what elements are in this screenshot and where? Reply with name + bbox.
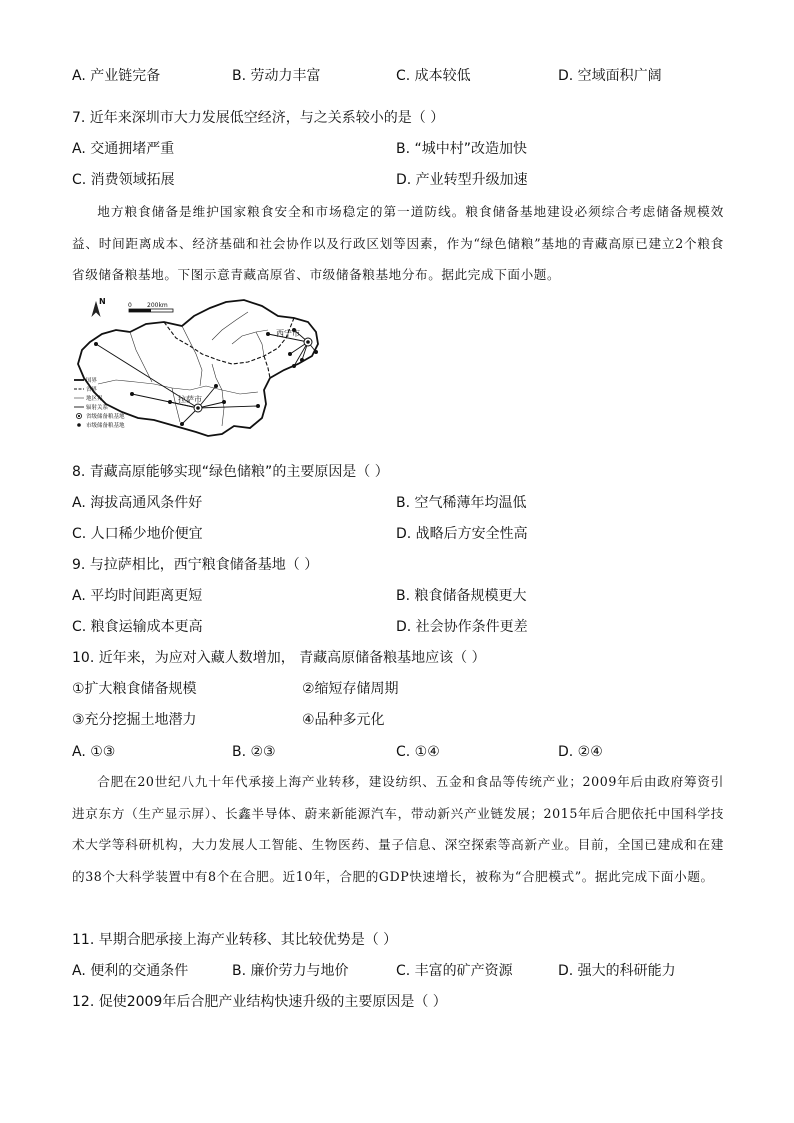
q7-option-a: A. 交通拥堵严重 — [72, 141, 175, 157]
legend-region-border: 地区界 — [86, 396, 103, 402]
q11-option-a: A. 便利的交通条件 — [72, 963, 189, 979]
q10-option-b: B. ②③ — [232, 744, 276, 760]
q10-statement-4: ④品种多元化 — [302, 712, 385, 728]
legend-province-border: 省界 — [86, 387, 98, 393]
legend-provincial-base: 省级储备粮基地 — [86, 414, 125, 420]
q10-statement-3: ③充分挖掘土地潜力 — [72, 712, 197, 728]
qinghai-tibet-reserve-map — [72, 294, 330, 450]
q7-stem: 7. 近年来深圳市大力发展低空经济，与之关系较小的是（ ） — [72, 110, 445, 126]
q6-option-d: D. 空域面积广阔 — [558, 68, 662, 84]
label-xining: 西宁市 — [276, 329, 300, 338]
q8-option-a: A. 海拔高通风条件好 — [72, 495, 203, 511]
q11-option-d: D. 强大的科研能力 — [558, 963, 676, 979]
legend-national-border: 国界 — [86, 378, 98, 384]
provincial-reserve-lhasa — [194, 404, 202, 412]
q10-option-d: D. ②④ — [558, 744, 603, 760]
q9-option-c: C. 粮食运输成本更高 — [72, 619, 203, 635]
passage-text: 合肥在20世纪八九十年代承接上海产业转移，建设纺织、五金和食品等传统产业；2009年后由政府筹资引进京东方（生产显示屏）、长鑫半导体、蔚来新能源汽车，带动新兴产业链发展；2015年后合肥依托中国科学技术大学等科研机构，大力发展人工智能、生物医药、量子信息、深空探索等高新产业。目前，全国已建成和在建的38个大科学装置中有8个在合肥。近10年，合肥的GDP快速增长，被称为“合肥模式”。据此完成下面小题。 — [72, 774, 724, 884]
north-label: N — [99, 297, 106, 306]
q8-option-b: B. 空气稀薄年均温低 — [396, 495, 527, 511]
q11-option-b: B. 廉价劳力与地价 — [232, 963, 349, 979]
q8-option-c: C. 人口稀少地价便宜 — [72, 526, 203, 542]
q7-option-c: C. 消费领域拓展 — [72, 172, 175, 188]
q11-stem: 11. 早期合肥承接上海产业转移、其比较优势是（ ） — [72, 932, 398, 948]
provincial-reserve-xining — [304, 338, 312, 346]
q11-option-c: C. 丰富的矿产资源 — [396, 963, 513, 979]
legend-radiation: 辐射关系 — [86, 405, 109, 411]
q12-stem: 12. 促使2009年后合肥产业结构快速升级的主要原因是（ ） — [72, 994, 447, 1010]
q8-stem: 8. 青藏高原能够实现“绿色储粮”的主要原因是（ ） — [72, 464, 389, 480]
scale-zero: 0 — [128, 302, 132, 309]
passage-text: 地方粮食储备是维护国家粮食安全和市场稳定的第一道防线。粮食储备基地建设必须综合考虑储备规模效益、时间距离成本、经济基础和社会协作以及行政区划等因素，作为“绿色储粮”基地的青藏高原已建立2个粮食省级储备粮基地。下图示意青藏高原省、市级储备粮基地分布。据此完成下面小题。 — [72, 204, 724, 282]
q8-option-d: D. 战略后方安全性高 — [396, 526, 528, 542]
q10-statement-1: ①扩大粮食储备规模 — [72, 681, 197, 697]
q10-option-a: A. ①③ — [72, 744, 116, 760]
q9-option-a: A. 平均时间距离更短 — [72, 588, 203, 604]
q6-option-a: A. 产业链完备 — [72, 68, 161, 84]
reading-passage-hefei — [72, 766, 724, 892]
q7-option-d: D. 产业转型升级加速 — [396, 172, 528, 188]
q10-option-c: C. ①④ — [396, 744, 440, 760]
scale-label: 200km — [147, 302, 168, 309]
q10-statement-2: ②缩短存储周期 — [302, 681, 399, 697]
north-arrow-icon — [92, 297, 106, 316]
scale-bar — [128, 302, 173, 312]
q9-stem: 9. 与拉萨相比，西宁粮食储备基地（ ） — [72, 557, 319, 573]
label-lhasa: 拉萨市 — [178, 395, 202, 404]
q9-option-d: D. 社会协作条件更差 — [396, 619, 528, 635]
reading-passage-grain-reserve — [72, 196, 724, 291]
q10-stem: 10. 近年来，为应对入藏人数增加， 青藏高原储备粮基地应该（ ） — [72, 650, 486, 666]
q7-option-b: B. “城中村”改造加快 — [396, 141, 528, 157]
q9-option-b: B. 粮食储备规模更大 — [396, 588, 527, 604]
legend-city-base: 市级储备粮基地 — [86, 423, 125, 429]
q6-option-c: C. 成本较低 — [396, 68, 471, 84]
q6-option-b: B. 劳动力丰富 — [232, 68, 321, 84]
